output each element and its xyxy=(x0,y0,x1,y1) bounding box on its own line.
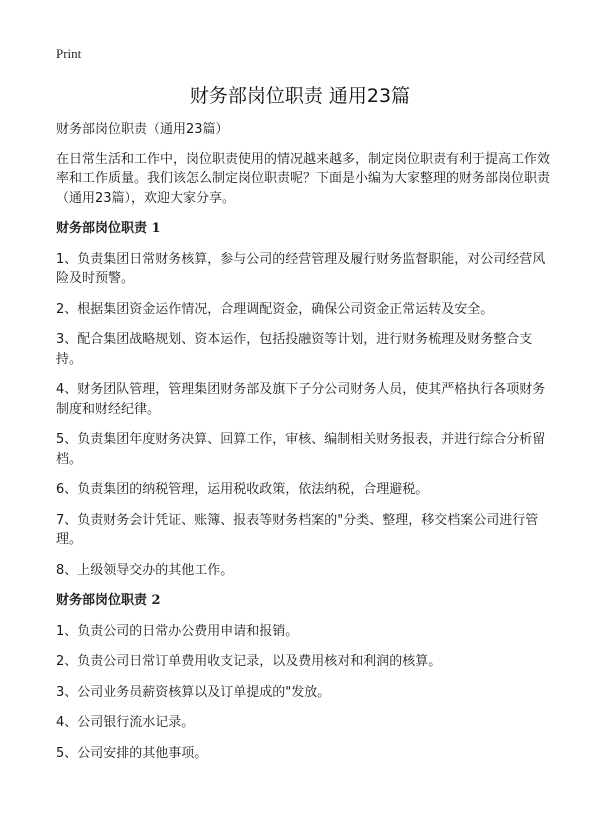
section-heading: 财务部岗位职责 2 xyxy=(56,593,161,608)
print-label: Print xyxy=(56,46,82,61)
page-title: 财务部岗位职责 通用23篇 xyxy=(189,85,411,107)
list-item: 5、公司安排的其他事项。 xyxy=(56,745,208,761)
list-item: 5、负责集团年度财务决算、回算工作，审核、编制相关财务报表，并进行综合分析留档。 xyxy=(56,432,546,467)
list-item: 4、财务团队管理，管理集团财务部及旗下子分公司财务人员，使其严格执行各项财务制度和财经纪律。 xyxy=(56,382,546,417)
intro-paragraph: 在日常生活和工作中，岗位职责使用的情况越来越多，制定岗位职责有利于提高工作效率和工作质量。我们该怎么制定岗位职责呢？下面是小编为大家整理的财务部岗位职责（通用23篇），欢迎大家分享。 xyxy=(56,151,551,206)
list-item: 1、负责公司的日常办公费用申请和报销。 xyxy=(56,623,299,639)
section-heading: 财务部岗位职责 1 xyxy=(56,221,161,236)
list-item: 8、上级领导交办的其他工作。 xyxy=(56,562,234,578)
section-1 xyxy=(56,219,552,580)
list-item: 1、负责集团日常财务核算，参与公司的经营管理及履行财务监督职能，对公司经营风险及时预警。 xyxy=(56,251,546,286)
list-item: 2、负责公司日常订单费用收支记录，以及费用核对和利润的核算。 xyxy=(56,654,442,669)
list-item: 6、负责集团的纳税管理，运用税收政策，依法纳税，合理避税。 xyxy=(56,482,429,497)
document-body xyxy=(56,120,552,774)
list-item: 2、根据集团资金运作情况，合理调配资金，确保公司资金正常运转及安全。 xyxy=(56,301,494,317)
list-item: 3、配合集团战略规划、资本运作，包括投融资等计划，进行财务梳理及财务整合支持。 xyxy=(56,332,533,367)
list-item: 7、负责财务会计凭证、账簿、报表等财务档案的"分类、整理，移交档案公司进行管理。 xyxy=(56,512,539,547)
list-item: 3、公司业务员薪资核算以及订单提成的"发放。 xyxy=(56,684,331,700)
list-item: 4、公司银行流水记录。 xyxy=(56,715,195,730)
document-subtitle: 财务部岗位职责（通用23篇） xyxy=(56,122,229,137)
section-2 xyxy=(56,591,552,763)
